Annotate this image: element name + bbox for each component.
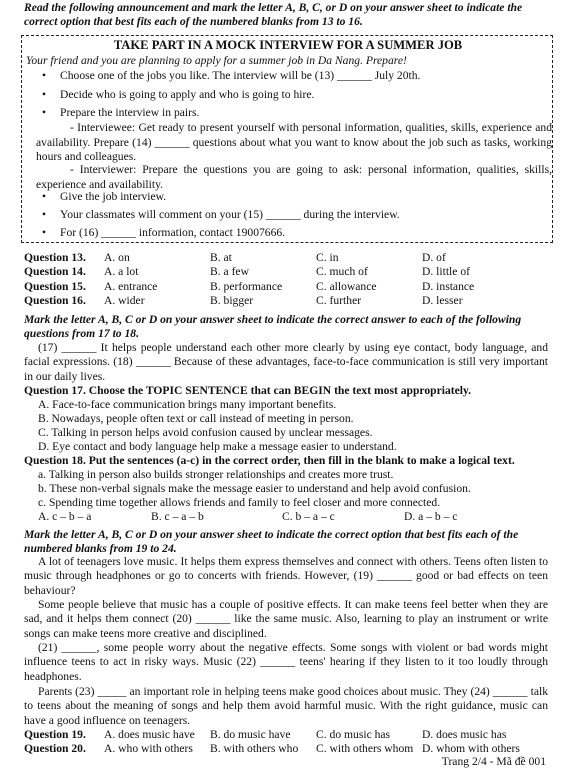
bullet-6: • For (16) ______ information, contact 19007666. — [42, 226, 286, 239]
bullet-1: • Choose one of the jobs you like. The interview will be (13) ______ July 20th. — [42, 69, 421, 82]
options-19-20 — [24, 728, 542, 757]
passage-17-18: (17) ______ It helps people understand each other more clearly by using eye contact, body language, and facial expressions. (18) ______ Because of these advantages, face-to-face communication is still very important in our daily lives. — [24, 341, 548, 383]
question-row: Question 19. A. does music have B. do music have C. do music has D. does music has — [24, 728, 507, 741]
q18-option-c: C. b – a – c — [282, 510, 335, 523]
bullet-5: • Your classmates will comment on your (15) ______ during the interview. — [42, 208, 400, 221]
interviewer-paragraph: - Interviewer: Prepare the questions you are going to ask: personal information, qualities, skills, experience and availability. — [36, 163, 552, 191]
q18-sentence-a: a. Talking in person also builds stronger relationships and creates more trust. — [38, 468, 394, 481]
question-row: Question 13. A. on B. at C. in D. of — [24, 251, 446, 264]
question-row: Question 20. A. who with others B. with others who C. with others whom D. whom with others — [24, 742, 520, 756]
q18-sentence-c: c. Spending time together allows friends and family to feel closer and more connected. — [38, 496, 441, 509]
question-18-stem: Question 18. Put the sentences (a-c) in the correct order, then fill in the blank to make a logical text. — [24, 454, 515, 467]
bullet-3: • Prepare the interview in pairs. — [42, 106, 200, 119]
interviewee-paragraph: - Interviewee: Get ready to present yourself with personal information, qualities, skills, experience and availability. Prepare (14) ______ questions about what you want to know about the job such as tasks, working hours and colleagues. — [36, 121, 552, 164]
q17-option-c: C. Talking in person helps avoid confusion caused by unclear messages. — [38, 426, 373, 439]
announcement-title: TAKE PART IN A MOCK INTERVIEW FOR A SUMMER JOB — [113, 38, 463, 52]
passage-paragraph-1: A lot of teenagers love music. It helps them express themselves and connect with others. Teens often listen to music through headphones or go to concerts with friends. However, (19) ______ good or bad effects on teen behaviour? — [24, 555, 548, 597]
q18-option-a: A. c – b – a — [38, 510, 92, 523]
passage-paragraph-2: Some people believe that music has a couple of positive effects. It can make teens feel better when they are sad, and it helps them connect (20) ______ like the same music. Also, learning to play an instrument or write songs can make teens more creative and disciplined. — [24, 598, 548, 640]
instruction-19-24: Mark the letter A, B, C or D on your answer sheet to indicate the correct option that best fits each of the numbered blanks from 19 to 24. — [24, 528, 519, 556]
bullet-4: • Give the job interview. — [42, 190, 167, 203]
q17-option-a: A. Face-to-face communication brings many important benefits. — [38, 398, 337, 411]
q18-sentence-b: b. These non-verbal signals make the message easier to understand and help avoid confusion. — [38, 482, 471, 495]
instruction-17-18: Mark the letter A, B, C or D on your answer sheet to indicate the correct answer to each of the following questions from 17 to 18. — [24, 313, 522, 341]
announcement-box — [21, 35, 553, 243]
q17-option-d: D. Eye contact and body language help make a message easier to understand. — [38, 440, 397, 453]
question-17-stem: Question 17. Choose the TOPIC SENTENCE that can BEGIN the text most appropriately. — [24, 384, 472, 397]
question-row: Question 16. A. wider B. bigger C. further D. lesser — [24, 293, 463, 307]
q17-option-b: B. Nowadays, people often text or call instead of meeting in person. — [38, 412, 354, 425]
question-row: Question 15. A. entrance B. performance C. allowance D. instance — [24, 279, 475, 293]
options-13-16 — [24, 251, 542, 308]
q18-option-d: D. a – b – c — [404, 510, 458, 523]
passage-paragraph-4: Parents (23) _____ an important role in helping teens make good choices about music. They (24) ______ talk to teens about the meaning of songs and help them avoid harmful music. With the right guidance, music can have a good influence on teenagers. — [24, 685, 548, 727]
q18-option-b: B. c – a – b — [151, 510, 204, 523]
passage-paragraph-3: (21) ______, some people worry about the negative effects. Some songs with violent or bad words might influence teens to act in risky ways. Music (22) ______ teens' hearing if they listen to it too loudly through headphones. — [24, 641, 548, 683]
page-footer: Trang 2/4 - Mã đề 001 — [441, 755, 546, 768]
announcement-subtitle: Your friend and you are planning to apply for a summer job in Da Nang. Prepare! — [26, 54, 407, 67]
instruction-13-16: Read the following announcement and mark the letter A, B, C, or D on your answer sheet to indicate the correct option that best fits each of the numbered blanks from 13 to 16. — [24, 1, 523, 29]
bullet-2: • Decide who is going to apply and who is going to hire. — [42, 88, 315, 101]
question-row: Question 14. A. a lot B. a few C. much of D. little of — [24, 265, 470, 279]
